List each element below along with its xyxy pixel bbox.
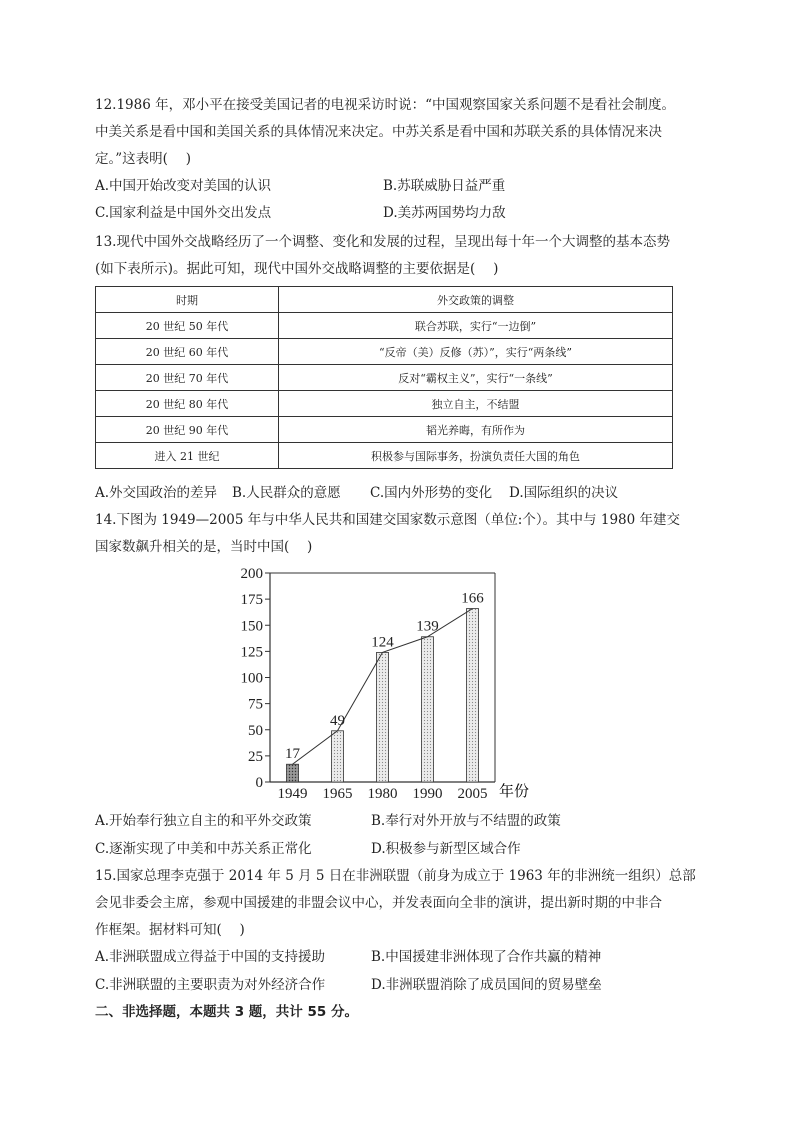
q14-stem-line-2: 国家数飙升相关的是，当时中国( ) [95, 539, 313, 555]
bar [467, 609, 479, 782]
x-tick-label: 1965 [322, 786, 353, 802]
q12-stem-line-3: 定。”这表明( ) [95, 151, 191, 167]
table-row [96, 339, 673, 365]
q15-stem-line-1: 15.国家总理李克强于 2014 年 5 月 5 日在非洲联盟（前身为成立于 1963 年的非洲统一组织）总部 [95, 868, 696, 884]
q12-option-b: B.苏联威胁日益严重 [383, 178, 506, 194]
table-cell-policy: 联合苏联，实行“一边倒” [279, 313, 673, 339]
q15-stem-line-3: 作框架。据材料可知( ) [95, 922, 245, 938]
q12-option-d: D.美苏两国势均力敌 [383, 205, 506, 221]
table-cell-policy: 韬光养晦，有所作为 [279, 417, 673, 443]
value-label: 49 [330, 712, 345, 729]
q13-option-b: B.人民群众的意愿 [232, 485, 341, 501]
table-row [96, 391, 673, 417]
y-tick-label: 0 [255, 775, 263, 791]
bar [422, 637, 434, 782]
table-cell-period: 20 世纪 80 年代 [96, 391, 279, 417]
q14-option-d: D.积极参与新型区域合作 [371, 841, 521, 857]
value-label: 139 [416, 618, 439, 635]
q15-option-a: A.非洲联盟成立得益于中国的支持援助 [95, 949, 326, 965]
value-label: 124 [371, 634, 394, 651]
q13-option-d: D.国际组织的决议 [509, 485, 619, 501]
q13-option-a: A.外交国政治的差异 [95, 485, 218, 501]
x-tick-label: 1949 [277, 786, 308, 802]
q15-option-d: D.非洲联盟消除了成员国间的贸易壁垒 [371, 977, 602, 993]
x-tick-label: 1980 [367, 786, 398, 802]
table-header-policy: 外交政策的调整 [279, 287, 673, 313]
diplomatic-relations-bar-chart [225, 560, 555, 805]
bar [377, 652, 389, 782]
table-header-period: 时期 [96, 287, 279, 313]
value-label: 166 [461, 590, 484, 607]
y-axis-ticks [241, 566, 271, 791]
table-header-row [96, 287, 673, 313]
q13-option-c: C.国内外形势的变化 [370, 485, 493, 501]
x-axis-labels [278, 786, 488, 802]
q15-stem-line-2: 会见非委会主席，参观中国援建的非盟会议中心，并发表面向全非的演讲，提出新时期的中非合 [95, 895, 662, 911]
q12-stem-line-1: 12.1986 年，邓小平在接受美国记者的电视采访时说：“中国观察国家关系问题不是看社会制度。 [95, 97, 676, 113]
q14-option-b: B.奉行对外开放与不结盟的政策 [371, 813, 561, 829]
q12-option-a: A.中国开始改变对美国的认识 [95, 178, 272, 194]
q12-stem-line-2: 中美关系是看中国和美国关系的具体情况来决定。中苏关系是看中国和苏联关系的具体情况来决 [95, 124, 662, 140]
value-label: 17 [285, 746, 300, 763]
x-axis-title: 年份 [499, 784, 530, 800]
y-tick-label: 50 [248, 722, 263, 739]
table-cell-period: 20 世纪 90 年代 [96, 417, 279, 443]
y-tick-label: 150 [240, 618, 263, 635]
table-cell-policy: “反帝（美）反修（苏）”，实行“两条线” [279, 339, 673, 365]
table-row [96, 313, 673, 339]
table-cell-policy: 积极参与国际事务，扮演负责任大国的角色 [279, 443, 673, 469]
y-tick-label: 175 [240, 592, 263, 609]
q12-option-c: C.国家利益是中国外交出发点 [95, 205, 272, 221]
q14-option-c: C.逐渐实现了中美和中苏关系正常化 [95, 841, 312, 857]
section-2-heading: 二、非选择题，本题共 3 题，共计 55 分。 [95, 1004, 358, 1020]
table-cell-policy: 独立自主，不结盟 [279, 391, 673, 417]
y-tick-label: 125 [240, 644, 263, 661]
q15-option-b: B.中国援建非洲体现了合作共赢的精神 [371, 949, 602, 965]
x-tick-label: 1990 [412, 786, 443, 802]
table-row [96, 365, 673, 391]
q14-option-a: A.开始奉行独立自主的和平外交政策 [95, 813, 312, 829]
y-tick-label: 25 [248, 748, 263, 765]
q13-stem-line-2: (如下表所示)。据此可知，现代中国外交战略调整的主要依据是( ) [95, 261, 499, 277]
table-row [96, 443, 673, 469]
bar [332, 731, 344, 782]
x-tick-label: 2005 [457, 786, 488, 802]
q13-stem-line-1: 13.现代中国外交战略经历了一个调整、变化和发展的过程，呈现出每十年一个大调整的基本态势 [95, 234, 670, 250]
y-tick-label: 75 [248, 696, 263, 713]
table-cell-period: 20 世纪 50 年代 [96, 313, 279, 339]
bar [287, 764, 299, 782]
table-row [96, 417, 673, 443]
y-tick-label: 200 [240, 566, 263, 582]
table-cell-period: 20 世纪 70 年代 [96, 365, 279, 391]
table-cell-period: 20 世纪 60 年代 [96, 339, 279, 365]
y-tick-label: 100 [240, 670, 263, 687]
q15-option-c: C.非洲联盟的主要职责为对外经济合作 [95, 977, 326, 993]
q14-stem-line-1: 14.下图为 1949—2005 年与中华人民共和国建交国家数示意图（单位:个）。其中与 1980 年建交 [95, 512, 681, 528]
foreign-policy-table [95, 286, 673, 469]
table-cell-policy: 反对“霸权主义”，实行“一条线” [279, 365, 673, 391]
table-cell-period: 进入 21 世纪 [96, 443, 279, 469]
